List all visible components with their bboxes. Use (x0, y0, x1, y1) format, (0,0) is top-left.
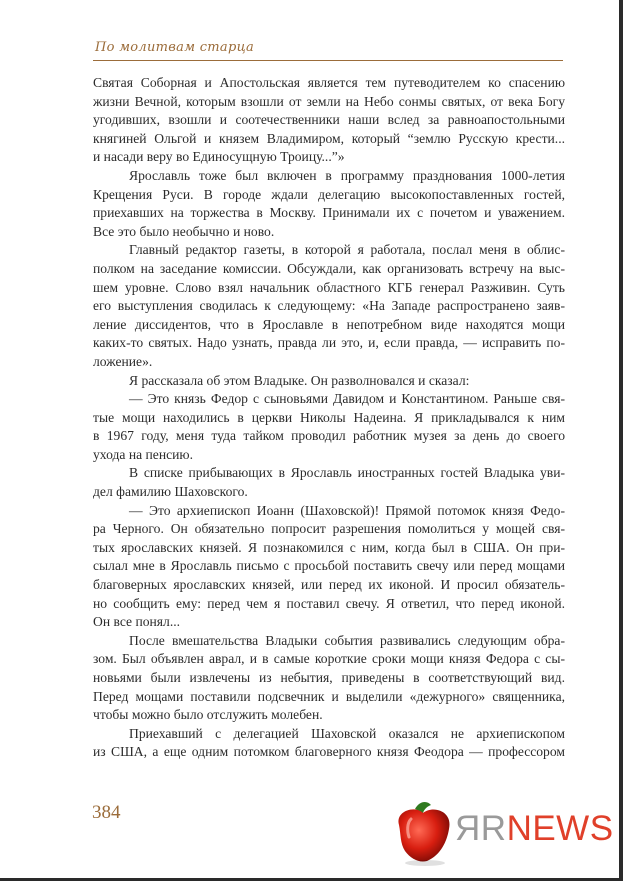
pepper-icon (393, 797, 455, 867)
text-line: сылал мне в Ярославль письмо с просьбой поставить свечу или перед мощами (93, 558, 565, 574)
logo-wordmark (455, 809, 614, 849)
logo-wordmark-left: ЯR (455, 809, 507, 848)
text-line: его выступления сводилась к следующему: «На Западе распространено заяв- (93, 298, 565, 314)
text-line: тых ярославских князей. Я познакомился с ним, когда был в США. Он при- (93, 539, 565, 555)
text-line: угодивших, взошли и соотечественники наши вслед за равноапостольными (93, 112, 565, 128)
text-line: Все это было необычно и ново. (93, 223, 275, 239)
text-line: и насади веру во Единосущную Троицу...”» (93, 149, 345, 165)
text-line: полком на заседание комиссии. Обсуждали, как организовать встречу на выс- (93, 260, 565, 276)
text-line: Ярославль тоже был включен в программу празднования 1000-летия (129, 167, 565, 183)
running-header (93, 36, 563, 62)
text-line: из США, а еще одним потомком благоверного князя Феодора — профессором (93, 744, 565, 760)
header-rule (93, 60, 563, 61)
text-line: жизни Вечной, которым взошли от земли на Небо сонмы святых, от века Богу (93, 93, 565, 109)
running-header-title: По молитвам старца (95, 40, 255, 55)
text-line: ра Черного. Он обязательно попросит разрешения помолиться у мощей свя- (93, 521, 565, 537)
text-line: ложение». (93, 353, 153, 369)
text-line: Крещения Руси. В городе ждали делегацию высокопоставленных гостей, (93, 186, 565, 202)
text-line: шем уровне. Слово взял начальник областного КГБ генерал Разживин. Суть (93, 279, 565, 295)
text-line: — Это князь Федор с сыновьями Давидом и Константином. Раньше свя- (129, 391, 565, 407)
text-line: Главный редактор газеты, в которой я работала, послал меня в облис- (129, 242, 565, 258)
yarnews-logo (393, 797, 614, 867)
page-number: 384 (92, 802, 121, 823)
text-line: но сообщить ему: перед чем я поставил свечу. Я ответил, что перед иконой. (93, 595, 565, 611)
text-line: в 1967 году, меня туда тайком проводил работник музея за день до своего (93, 428, 565, 444)
body-text (93, 74, 565, 762)
text-line: ление диссидентов, что в Ярославле в непотребном виде находятся мощи (93, 316, 565, 332)
text-line: дел фамилию Шаховского. (93, 484, 248, 500)
text-line: — Это архиепископ Иоанн (Шаховской)! Прямой потомок князя Федо- (129, 502, 565, 518)
text-line: Я рассказала об этом Владыке. Он разволновался и сказал: (129, 372, 470, 388)
text-line: Святая Соборная и Апостольская является тем путеводителем ко спасению (93, 75, 565, 90)
text-line: княгиней Ольгой и князем Владимиром, который “землю Русскую крести... (93, 130, 565, 146)
text-line: благоверных ярославских князей, или перед их иконой. И просил обязатель- (93, 577, 565, 593)
text-line: чтобы можно было отслужить молебен. (93, 707, 323, 723)
text-line: каких-то святых. Надо узнать, правда ли это, и, если правда, — исправить по- (93, 335, 565, 351)
text-line: В списке прибывающих в Ярославль иностранных гостей Владыка уви- (129, 465, 565, 481)
text-line: зом. Был объявлен аврал, и в самые короткие сроки мощи князя Федора с сы- (93, 651, 565, 667)
text-line: приехавших на торжества в Москву. Принимали их с почетом и уважением. (93, 205, 565, 221)
text-line: Перед мощами поставили подсвечник и выделили «дежурного» священника, (93, 688, 565, 704)
text-line: После вмешательства Владыки события развивались следующим обра- (129, 632, 565, 648)
logo-wordmark-right: NEWS (506, 809, 614, 848)
text-line: тые мощи находились в церкви Николы Надеина. Я прикладывался к ним (93, 409, 565, 425)
text-line: ухода на пенсию. (93, 446, 193, 462)
text-line: Он все понял... (93, 614, 181, 630)
text-line: новьями были извлечены из небытия, приведены в соответствующий вид. (93, 670, 565, 685)
page-frame-right (619, 0, 623, 881)
text-line: Приехавший с делегацией Шаховской оказался не архиепископом (129, 725, 565, 741)
